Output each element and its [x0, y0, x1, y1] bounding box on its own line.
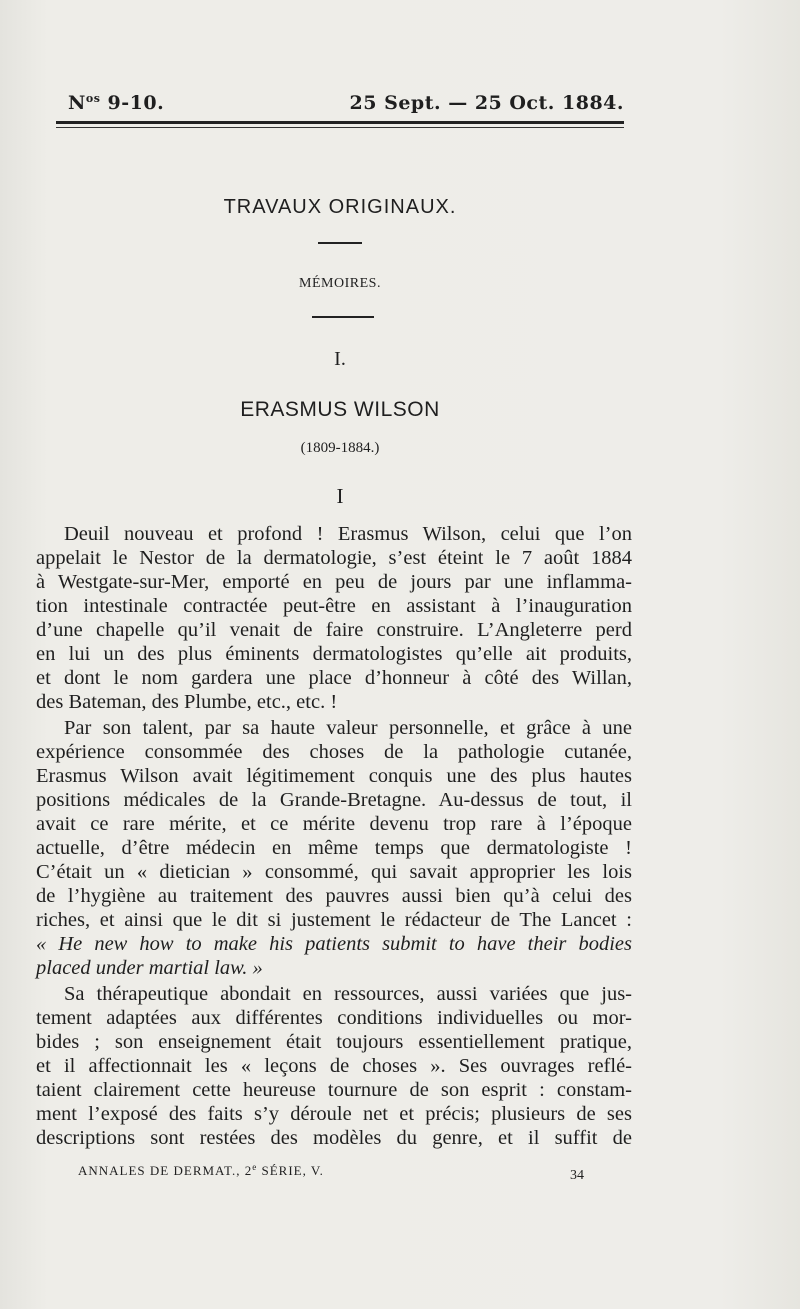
footer-journal: ANNALES DE DERMAT., 2 — [78, 1163, 253, 1178]
issue-sup: os — [85, 92, 101, 105]
text-line: avait ce rare mérite, et ce mérite devenu trop rare à l’époque — [36, 813, 632, 835]
text-line: en lui un des plus éminents dermatologistes qu’elle ait produits, — [36, 643, 632, 665]
text-line: des Bateman, des Plumbe, etc., etc. ! — [36, 691, 338, 713]
issue-dates: 25 Sept. — 25 Oct. 1884. — [349, 92, 624, 114]
footer-series: SÉRIE, V. — [257, 1163, 324, 1178]
running-header — [68, 92, 624, 118]
text-line: d’une chapelle qu’il venait de faire construire. L’Angleterre perd — [36, 619, 632, 641]
part-number: I — [336, 484, 344, 508]
issue-number — [68, 92, 164, 114]
text-line: à Westgate-sur-Mer, emporté en peu de jours par une inflamma- — [36, 571, 632, 593]
text-line: descriptions sont restées des modèles du genre, et il suffit de — [36, 1127, 632, 1149]
page-number: 34 — [570, 1168, 584, 1183]
divider-dash — [318, 242, 362, 244]
text-line: positions médicales de la Grande-Bretagne. Au-dessus de tout, il — [36, 789, 632, 811]
text-line: appelait le Nestor de la dermatologie, s’est éteint le 7 août 1884 — [36, 547, 632, 569]
text-line: Par son talent, par sa haute valeur personnelle, et grâce à une — [64, 717, 632, 739]
divider-dash — [312, 316, 374, 318]
text-line: « He new how to make his patients submit to have their bodies — [36, 933, 632, 955]
text-line: tion intestinale contractée peut-être en assistant à l’inauguration — [36, 595, 632, 617]
issue-prefix: N — [68, 92, 86, 114]
header-rule-thick — [56, 121, 624, 124]
journal-footer — [78, 1162, 324, 1179]
text-line: taient clairement cette heureuse tournure de son esprit : constam- — [36, 1079, 632, 1101]
text-line: Deuil nouveau et profond ! Erasmus Wilson, celui que l’on — [64, 523, 632, 545]
text-line: riches, et ainsi que le dit si justement le rédacteur de The Lancet : — [36, 909, 632, 931]
section-title: TRAVAUX ORIGINAUX. — [223, 196, 457, 218]
text-line: de l’hygiène au traitement des pauvres aussi bien qu’à celui des — [36, 885, 632, 907]
author-years: (1809-1884.) — [300, 440, 380, 456]
issue-numbers: 9-10. — [107, 92, 165, 114]
text-line: actuelle, d’être médecin en même temps que dermatologiste ! — [36, 837, 632, 859]
text-line: ment l’exposé des faits s’y déroule net et précis; plusieurs de ses — [36, 1103, 632, 1125]
text-line: Sa thérapeutique abondait en ressources, aussi variées que jus- — [64, 983, 632, 1005]
text-line: et dont le nom gardera une place d’honneur à côté des Willan, — [36, 667, 632, 689]
text-line: tement adaptées aux différentes conditions individuelles ou mor- — [36, 1007, 632, 1029]
text-line: bides ; son enseignement était toujours essentiellement pratique, — [36, 1031, 632, 1053]
text-line: et il affectionnait les « leçons de choses ». Ses ouvrages reflé- — [36, 1055, 632, 1077]
text-line: C’était un « dietician » consommé, qui savait approprier les lois — [36, 861, 632, 883]
author-name: ERASMUS WILSON — [240, 398, 440, 421]
text-line: Erasmus Wilson avait légitimement conquis une des plus hautes — [36, 765, 632, 787]
subsection-title: MÉMOIRES. — [299, 276, 381, 291]
article-number: I. — [334, 348, 346, 370]
header-rule-thin — [56, 127, 624, 128]
text-line: placed under martial law. » — [36, 957, 263, 979]
text-line: expérience consommée des choses de la pathologie cutanée, — [36, 741, 632, 763]
footer-sup: e — [252, 1162, 258, 1172]
